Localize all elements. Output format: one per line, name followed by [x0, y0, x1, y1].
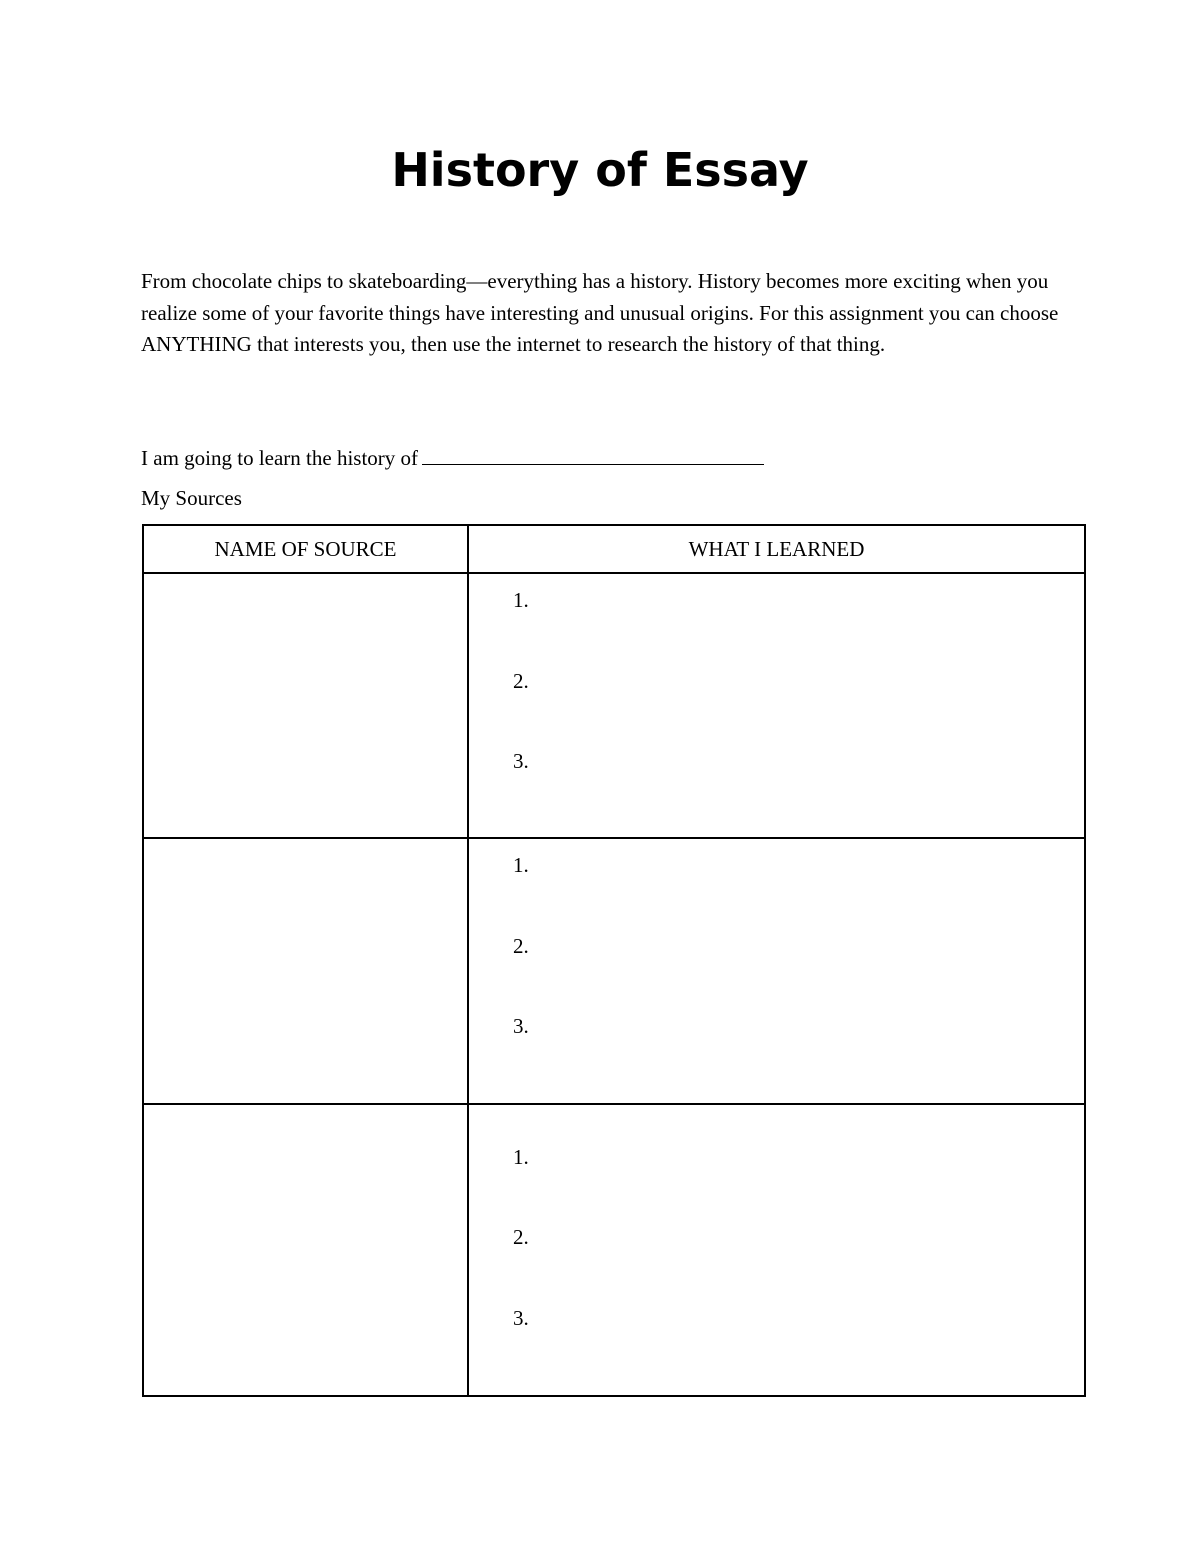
table-row — [143, 573, 1085, 838]
page-title: History of Essay — [391, 143, 809, 197]
sources-heading: My Sources — [141, 486, 242, 510]
learned-cell[interactable] — [468, 838, 1085, 1103]
list-item: 1. — [513, 853, 529, 878]
topic-blank-line[interactable] — [422, 442, 764, 465]
source-name-cell[interactable] — [143, 573, 468, 838]
learned-cell[interactable] — [468, 573, 1085, 838]
list-item: 3. — [513, 749, 529, 773]
list-item: 2. — [513, 1225, 529, 1250]
list-item: 1. — [513, 588, 529, 612]
list-item: 2. — [513, 933, 529, 958]
learned-list — [513, 1142, 529, 1384]
column-header-source: NAME OF SOURCE — [143, 525, 468, 573]
table-row — [143, 838, 1085, 1103]
list-item: 1. — [513, 1144, 529, 1169]
table-header-row — [143, 525, 1085, 573]
intro-paragraph: From chocolate chips to skateboarding—everything has a history. History becomes more exciting when you realize some of your favorite things have interesting and unusual origins. For this assignment you can choose ANYTHING that interests you, then use the internet to research the history of that thing. — [141, 269, 1059, 356]
source-name-cell[interactable] — [143, 838, 468, 1103]
list-item: 3. — [513, 1014, 529, 1039]
table-row — [143, 1104, 1085, 1396]
list-item: 3. — [513, 1305, 529, 1330]
list-item: 2. — [513, 668, 529, 693]
topic-prompt — [141, 442, 764, 473]
learned-list — [513, 850, 529, 1092]
column-header-learned: WHAT I LEARNED — [468, 525, 1085, 573]
learned-cell[interactable] — [468, 1104, 1085, 1396]
topic-prompt-label: I am going to learn the history of — [141, 446, 419, 470]
source-name-cell[interactable] — [143, 1104, 468, 1396]
learned-list — [513, 585, 529, 827]
sources-table — [142, 524, 1086, 1397]
